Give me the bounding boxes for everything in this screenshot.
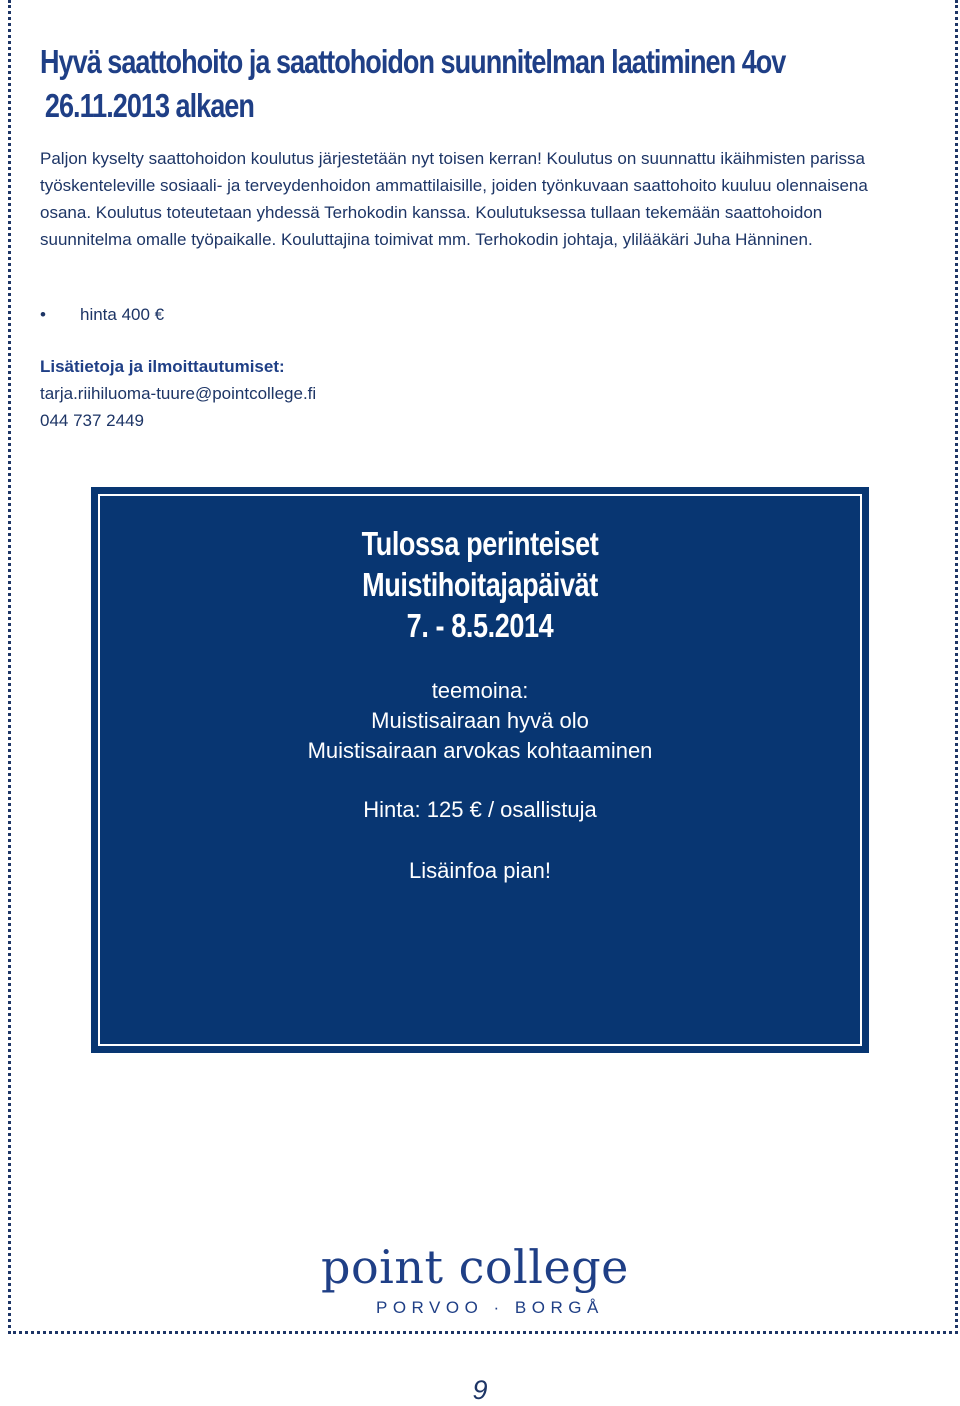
theme-label: teemoina:: [431, 678, 529, 703]
price-bullet-text: hinta 400 €: [80, 305, 165, 324]
title-date: 26.11.2013 alkaen: [44, 87, 254, 124]
page-number: 9: [472, 1375, 488, 1405]
price-bullet: [40, 302, 164, 328]
announcement-price: Hinta: 125 € / osallistuja: [363, 797, 597, 822]
announcement-headline: [164, 523, 795, 646]
announcement-line2: Muistihoitajapäivät: [362, 566, 598, 603]
announcement-line1: Tulossa perinteiset: [361, 525, 599, 562]
theme-1: Muistisairaan hyvä olo: [371, 708, 589, 733]
announcement-box: [91, 487, 869, 1053]
announcement-dates: 7. - 8.5.2014: [406, 607, 554, 644]
theme-2: Muistisairaan arvokas kohtaaminen: [307, 738, 653, 763]
point-college-logo: [321, 1240, 641, 1318]
intro-paragraph: Paljon kyselty saattohoidon koulutus järjestetään nyt toisen kerran! Koulutus on suunnattu ikäihmisten parissa työskenteleville sosiaali- ja terveydenhoidon ammattilaisille, joiden työnkuvaan saattohoito kuuluu olennaisena osana. Koulutus toteutetaan yhdessä Terhokodin kanssa. Koulutuksessa tullaan tekemään saattohoidon suunnitelma omalle työpaikalle. Kouluttajina toimivat mm. Terhokodin johtaja, ylilääkäri Juha Hänninen.: [40, 149, 868, 249]
contact-label: Lisätietoja ja ilmoittautumiset:: [40, 357, 285, 376]
logo-place: PORVOO · BORGÅ: [376, 1298, 604, 1317]
logo-name: point college: [321, 1240, 629, 1294]
intro-text: [40, 145, 900, 253]
contact-block: [40, 353, 316, 434]
title-text: Hyvä saattohoito ja saattohoidon suunnitelman laatiminen 4ov: [40, 43, 786, 80]
bullet-icon: •: [40, 305, 46, 324]
announcement-themes: [95, 676, 865, 766]
announcement-more-info: Lisäinfoa pian!: [409, 858, 551, 883]
contact-phone[interactable]: 044 737 2449: [40, 411, 144, 430]
page-title: [40, 40, 786, 128]
contact-email[interactable]: tarja.riihiluoma-tuure@pointcollege.fi: [40, 384, 317, 403]
